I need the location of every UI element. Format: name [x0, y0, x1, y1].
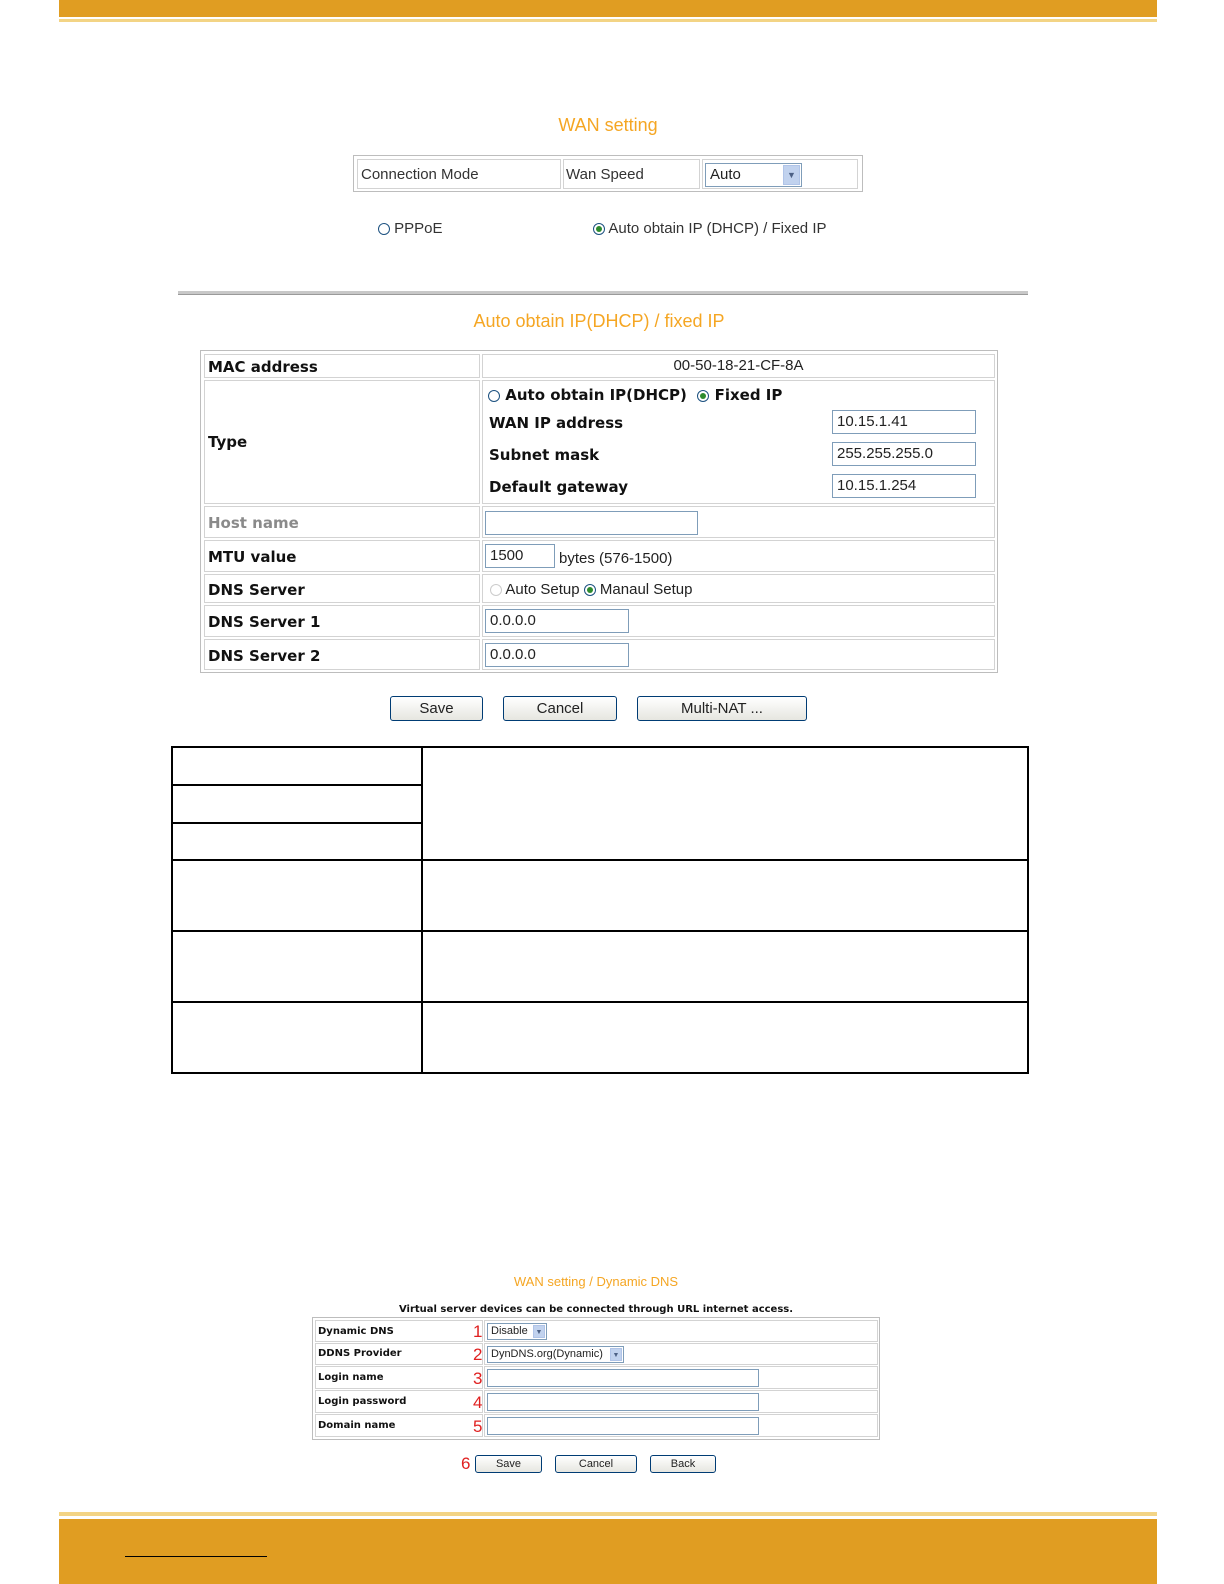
ddns-row-label-cell	[315, 1320, 483, 1342]
pppoe-label: PPPoE	[394, 220, 443, 237]
type-auto-label: Auto obtain IP(DHCP)	[505, 386, 687, 404]
ddns-row-label: Dynamic DNS	[318, 1326, 394, 1337]
description-table-column-divider	[421, 746, 423, 1074]
mac-label: MAC address	[208, 358, 318, 376]
description-table-row-divider	[171, 859, 1029, 861]
description-table-row-divider	[171, 1001, 1029, 1003]
mtu-value-cell	[482, 540, 995, 572]
host-input[interactable]	[485, 511, 698, 535]
ddns-row-label: Login name	[318, 1372, 384, 1383]
connection-mode-cell	[357, 159, 561, 189]
type-value-cell	[482, 380, 995, 504]
dns-label: DNS Server	[208, 581, 305, 599]
chevron-down-icon: ▼	[533, 1325, 545, 1338]
dns-auto-radio[interactable]	[490, 584, 502, 596]
ddns-row-label-cell	[315, 1390, 483, 1413]
description-table-row-divider	[171, 930, 1029, 932]
mtu-input[interactable]: 1500	[485, 544, 555, 568]
mtu-label-cell	[204, 540, 480, 572]
ddns-provider-value: DynDNS.org(Dynamic)	[491, 1348, 603, 1360]
dns-manual-radio[interactable]	[584, 584, 596, 596]
host-label: Host name	[208, 514, 299, 532]
chevron-down-icon: ▼	[783, 165, 800, 185]
save-button[interactable]: Save	[390, 696, 483, 721]
ddns-row-value-cell	[484, 1414, 878, 1437]
ddns-row-marker: 4	[473, 1393, 483, 1412]
mtu-label: MTU value	[208, 548, 297, 566]
ddns-provider-select[interactable]	[487, 1346, 624, 1363]
dhcp-option-label: Auto obtain IP (DHCP) / Fixed IP	[608, 220, 827, 237]
ddns-row-value-cell	[484, 1343, 878, 1365]
dhcp-settings-table	[200, 350, 998, 673]
gateway-label: Default gateway	[489, 478, 628, 496]
wan-mode-table	[353, 155, 863, 192]
footer-rule	[59, 1512, 1157, 1516]
ddns-row-label: DDNS Provider	[318, 1348, 402, 1359]
wan-ip-input[interactable]: 10.15.1.41	[832, 410, 976, 434]
dns-mode-group	[490, 581, 693, 598]
domain-name-input[interactable]	[487, 1417, 759, 1435]
mac-label-cell	[204, 354, 480, 378]
footer-underline	[125, 1556, 267, 1557]
type-fixed-label: Fixed IP	[714, 386, 783, 404]
ddns-row-label-cell	[315, 1343, 483, 1365]
description-table-row-divider	[171, 784, 422, 786]
ddns-title: WAN setting / Dynamic DNS	[513, 1274, 679, 1289]
wan-setting-title: WAN setting	[558, 115, 658, 135]
dns2-value-cell	[482, 639, 995, 670]
dhcp-option[interactable]	[593, 220, 827, 237]
description-table-row-divider	[171, 822, 422, 824]
ddns-row-label-cell	[315, 1414, 483, 1437]
dns-value-cell	[482, 574, 995, 603]
dns-label-cell	[204, 574, 480, 603]
login-password-input[interactable]	[487, 1393, 759, 1411]
wan-ip-label: WAN IP address	[489, 414, 624, 432]
cancel-button[interactable]: Cancel	[503, 696, 617, 721]
dns1-label: DNS Server 1	[208, 613, 321, 631]
ddns-row-marker: 1	[473, 1322, 483, 1341]
wan-speed-cell	[563, 159, 700, 189]
ddns-table	[312, 1317, 880, 1440]
host-label-cell	[204, 506, 480, 538]
host-value-cell	[482, 506, 995, 538]
mac-value: 00-50-18-21-CF-8A	[673, 357, 804, 374]
dhcp-radio[interactable]	[593, 223, 605, 235]
type-label: Type	[208, 433, 248, 451]
ddns-row-value-cell	[484, 1366, 878, 1389]
dns2-label: DNS Server 2	[208, 647, 321, 665]
mtu-unit: bytes (576-1500)	[559, 550, 673, 567]
dns1-input[interactable]: 0.0.0.0	[485, 609, 629, 633]
dynamic-dns-value: Disable	[491, 1325, 528, 1337]
wan-speed-value: Auto	[710, 166, 741, 183]
ddns-row-label-cell	[315, 1366, 483, 1389]
ddns-row-marker: 2	[473, 1345, 483, 1364]
ddns-row-label: Domain name	[318, 1420, 396, 1431]
wan-speed-select[interactable]	[705, 163, 802, 187]
chevron-down-icon: ▼	[610, 1348, 622, 1361]
type-auto-radio[interactable]	[488, 390, 500, 402]
type-fixed-radio[interactable]	[697, 390, 709, 402]
type-label-cell	[204, 380, 480, 504]
dhcp-title: Auto obtain IP(DHCP) / fixed IP	[473, 311, 725, 331]
ddns-cancel-button[interactable]: Cancel	[555, 1455, 637, 1473]
dns1-value-cell	[482, 605, 995, 637]
ddns-save-button[interactable]: Save	[475, 1455, 542, 1473]
multi-nat-button[interactable]: Multi-NAT ...	[637, 696, 807, 721]
ddns-row-marker: 3	[473, 1369, 483, 1388]
section-divider	[178, 291, 1028, 295]
dns2-input[interactable]: 0.0.0.0	[485, 643, 629, 667]
wan-speed-select-cell	[702, 159, 858, 189]
header-band	[59, 0, 1157, 17]
login-name-input[interactable]	[487, 1369, 759, 1387]
wan-speed-label: Wan Speed	[566, 166, 644, 183]
ddns-row-label: Login password	[318, 1396, 407, 1407]
description-table	[171, 746, 1029, 1074]
footer-band	[59, 1519, 1157, 1584]
dns-auto-label: Auto Setup	[505, 581, 580, 598]
gateway-input[interactable]: 10.15.1.254	[832, 474, 976, 498]
dns1-label-cell	[204, 605, 480, 637]
header-rule	[59, 19, 1157, 22]
dns-manual-label: Manaul Setup	[599, 581, 693, 598]
ddns-subtitle: Virtual server devices can be connected through URL internet access.	[398, 1304, 794, 1315]
ddns-row-marker: 5	[473, 1417, 483, 1436]
ddns-row-value-cell	[484, 1320, 878, 1342]
dynamic-dns-select[interactable]	[487, 1323, 547, 1340]
pppoe-option[interactable]	[378, 220, 443, 237]
connection-mode-label: Connection Mode	[361, 166, 479, 183]
type-radio-group	[488, 386, 782, 404]
ddns-row-value-cell	[484, 1390, 878, 1413]
mac-value-cell	[482, 354, 995, 378]
dns2-label-cell	[204, 639, 480, 670]
pppoe-radio[interactable]	[378, 223, 390, 235]
ddns-back-button[interactable]: Back	[650, 1455, 716, 1473]
subnet-input[interactable]: 255.255.255.0	[832, 442, 976, 466]
subnet-label: Subnet mask	[489, 446, 600, 464]
ddns-save-marker: 6	[461, 1454, 471, 1473]
